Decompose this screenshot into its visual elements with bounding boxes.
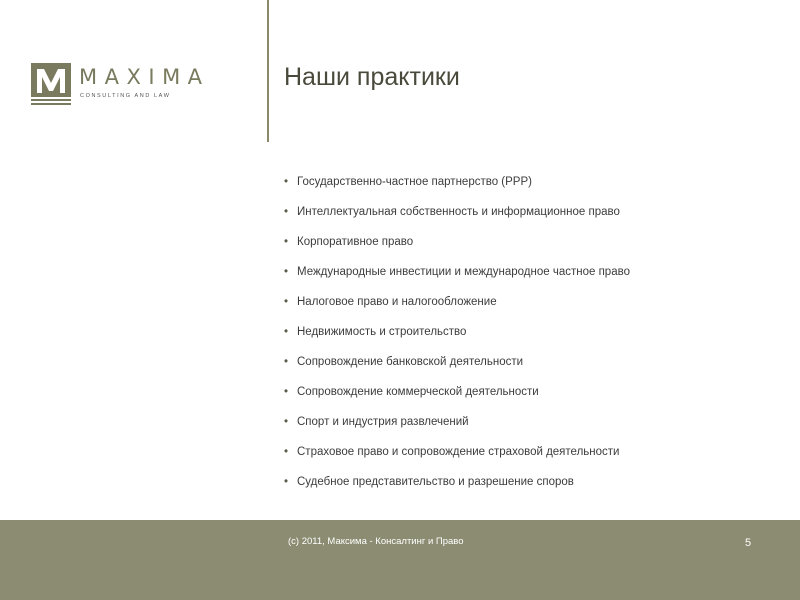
footer-copyright: (c) 2011, Максима - Консалтинг и Право <box>288 536 464 547</box>
list-item: • Интеллектуальная собственность и информационное право <box>284 202 784 232</box>
list-item: • Недвижимость и строительство <box>284 322 784 352</box>
page-title: Наши практики <box>284 63 460 91</box>
maxima-logo <box>31 63 246 107</box>
list-item: • Международные инвестиции и международное частное право <box>284 262 784 292</box>
practice-list <box>284 172 784 502</box>
list-item: • Судебное представительство и разрешение споров <box>284 472 784 502</box>
list-item: • Государственно-частное партнерство (PPP) <box>284 172 784 202</box>
list-item: • Спорт и индустрия развлечений <box>284 412 784 442</box>
list-item: • Сопровождение коммерческой деятельности <box>284 382 784 412</box>
logo-tagline: CONSULTING AND LAW <box>80 93 171 99</box>
page-number: 5 <box>745 537 752 549</box>
list-item: • Страховое право и сопровождение страховой деятельности <box>284 442 784 472</box>
list-item: • Налоговое право и налогообложение <box>284 292 784 322</box>
header-divider <box>267 0 269 142</box>
list-item: • Сопровождение банковской деятельности <box>284 352 784 382</box>
logo-wordmark: MAXIMA <box>79 65 210 89</box>
footer-bar <box>0 520 800 600</box>
list-item: • Корпоративное право <box>284 232 784 262</box>
m-logo-icon <box>31 63 75 107</box>
